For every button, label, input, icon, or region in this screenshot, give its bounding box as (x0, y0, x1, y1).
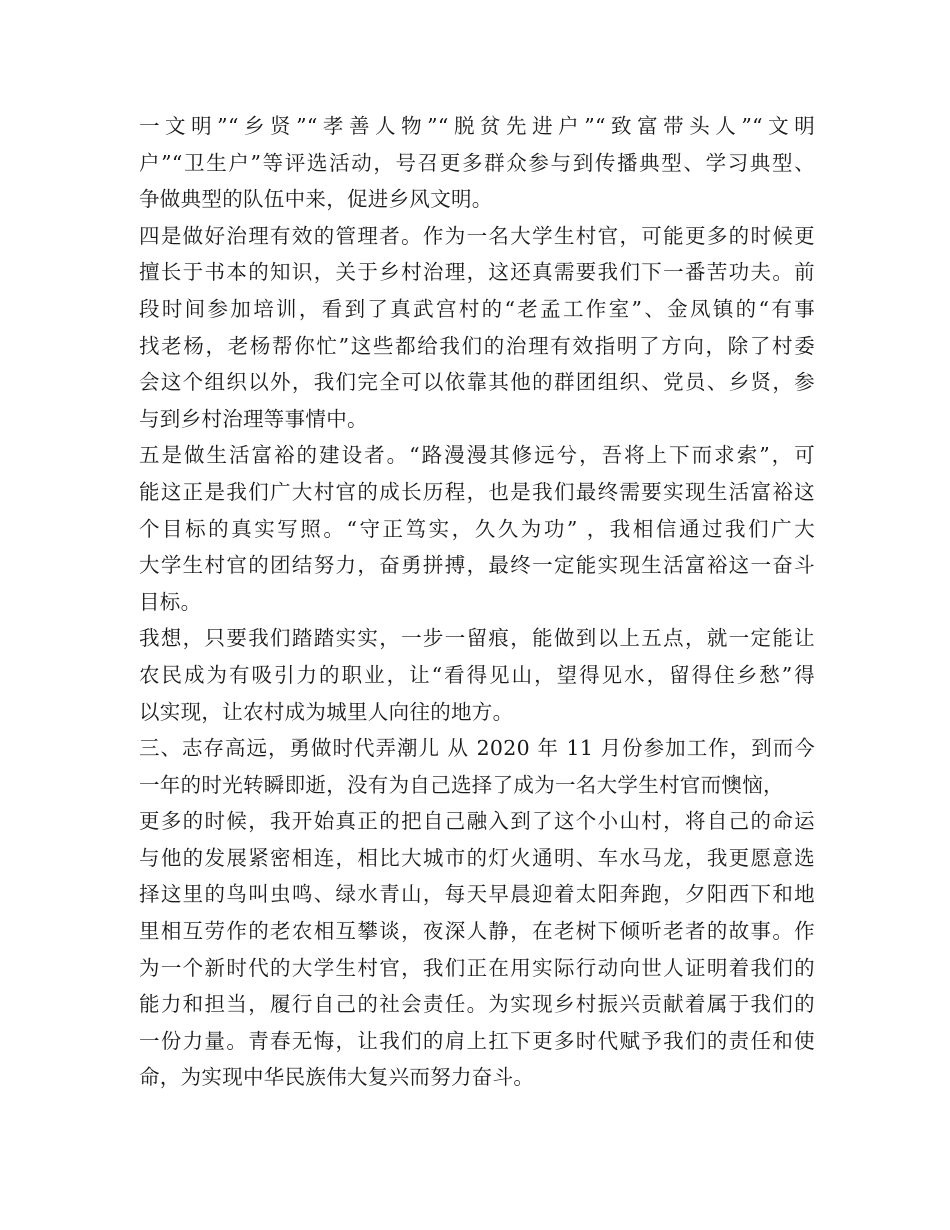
text-line: 为一个新时代的大学生村官，我们正在用实际行动向世人证明着我们的 (139, 955, 815, 980)
text-line: 一年的时光转瞬即逝，没有为自己选择了成为一名大学生村官而懊恼， (139, 772, 784, 797)
text-line: 择这里的鸟叫虫鸣、绿水青山，每天早晨迎着太阳奔跑，夕阳西下和地 (139, 882, 815, 907)
text-line: 四是做好治理有效的管理者。作为一名大学生村官，可能更多的时候更 (139, 223, 815, 248)
text-line: 段时间参加培训，看到了真武宫村的“老孟工作室”、金凤镇的“有事 (139, 296, 815, 321)
text-line: 三、志存高远，勇做时代弄潮儿 从 2020 年 11 月份参加工作，到而今 (139, 736, 815, 761)
text-line: 命，为实现中华民族伟大复兴而努力奋斗。 (139, 1065, 535, 1090)
text-line: 更多的时候，我开始真正的把自己融入到了这个小山村，将自己的命运 (139, 809, 815, 834)
text-line: 与到乡村治理等事情中。 (139, 406, 368, 431)
text-line: 能这正是我们广大村官的成长历程，也是我们最终需要实现生活富裕这 (139, 479, 815, 504)
text-line: 目标。 (139, 589, 202, 614)
document-body (139, 108, 815, 1096)
text-line: 一份力量。青春无悔，让我们的肩上扛下更多时代赋予我们的责任和使 (139, 1028, 815, 1053)
text-line: 里相互劳作的老农相互攀谈，夜深人静，在老树下倾听老者的故事。作 (139, 919, 815, 944)
text-line: 户”“卫生户”等评选活动，号召更多群众参与到传播典型、学习典型、 (139, 150, 815, 175)
text-line: 以实现，让农村成为城里人向往的地方。 (139, 699, 514, 724)
text-line: 能力和担当，履行自己的社会责任。为实现乡村振兴贡献着属于我们的 (139, 992, 815, 1017)
text-line: 五是做生活富裕的建设者。“路漫漫其修远兮，吾将上下而求索”，可 (139, 443, 815, 468)
text-line: 个目标的真实写照。“守正笃实，久久为功” ，我相信通过我们广大 (139, 516, 815, 541)
text-line: 与他的发展紧密相连，相比大城市的灯火通明、车水马龙，我更愿意选 (139, 845, 815, 870)
text-line: 会这个组织以外，我们完全可以依靠其他的群团组织、党员、乡贤，参 (139, 370, 815, 395)
text-line: 一文明”“乡贤”“孝善人物”“脱贫先进户”“致富带头人”“文明 (139, 114, 815, 138)
text-line: 我想，只要我们踏踏实实，一步一留痕，能做到以上五点，就一定能让 (139, 626, 815, 651)
text-line: 农民成为有吸引力的职业，让“看得见山，望得见水，留得住乡愁”得 (139, 662, 815, 687)
text-line: 争做典型的队伍中来，促进乡风文明。 (139, 187, 493, 212)
text-line: 大学生村官的团结努力，奋勇拼搏，最终一定能实现生活富裕这一奋斗 (139, 553, 815, 578)
text-line: 擅长于书本的知识，关于乡村治理，这还真需要我们下一番苦功夫。前 (139, 260, 815, 285)
text-line: 找老杨，老杨帮你忙”这些都给我们的治理有效指明了方向，除了村委 (139, 333, 815, 358)
